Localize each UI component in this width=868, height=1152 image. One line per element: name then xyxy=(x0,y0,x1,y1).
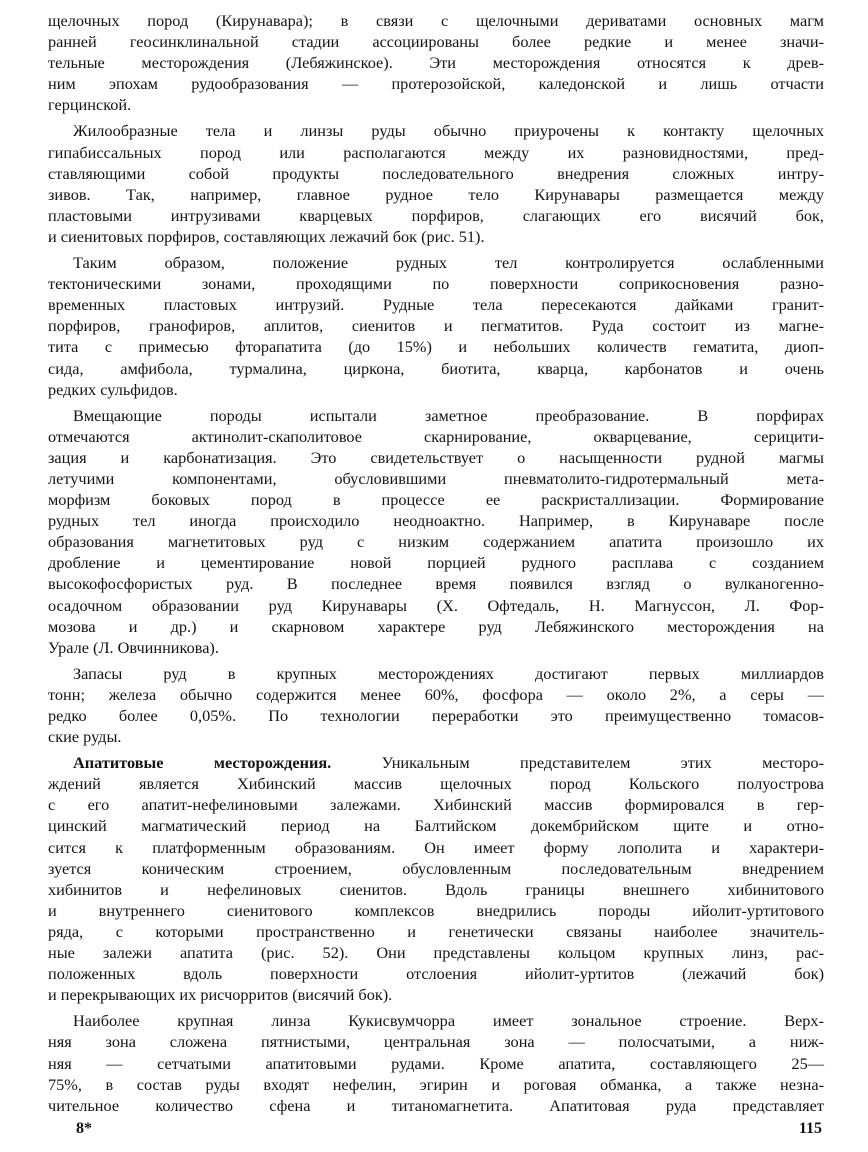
text-line: летучими компонентами, обусловившими пневматолито-гидротермальный мета- xyxy=(48,468,824,488)
text-line: няя зона сложена пятнистыми, центральная зона — полосчатыми, а ниж- xyxy=(48,1032,824,1052)
text-line: зивов. Так, например, главное рудное тело Кирунавары размещается между xyxy=(48,184,824,204)
text-line: ряда, с которыми пространственно и генетически связаны наиболее значитель- xyxy=(48,921,824,941)
text-line: мозова и др.) и скарновом характере руд Лебяжинского месторождения на xyxy=(48,616,824,636)
text-line: чительное количество сфена и титаномагнетита. Апатитовая руда представляет xyxy=(48,1095,824,1115)
text-line: редко более 0,05%. По технологии переработки это преимущественно томасов- xyxy=(48,706,824,725)
text-line: ранней геосинклинальной стадии ассоциированы более редкие и менее значи- xyxy=(48,32,824,52)
text-line: гипабиссальных пород или располагаются между их разновидностями, пред- xyxy=(48,142,824,162)
text-line: морфизм боковых пород в процессе ее раскристаллизации. Формирование xyxy=(48,490,824,510)
text-line: тектоническими зонами, проходящими по поверхности соприкосновения разно- xyxy=(48,274,824,294)
text-line: тита с примесью фторапатита (до 15%) и небольших количеств гематита, диоп- xyxy=(48,337,824,357)
text-line: сится к платформенным образованиям. Он имеет форму лополита и характери- xyxy=(48,837,824,857)
text-line: Таким образом, положение рудных тел контролируется ослабленными xyxy=(73,253,824,273)
paragraph-5 xyxy=(48,663,824,747)
text-line: тонн; железа обычно содержится менее 60%, фосфора — около 2%, а серы — xyxy=(48,684,824,704)
page-footer xyxy=(48,1120,824,1142)
text-line: высокофосфористых руд. В последнее время появился взгляд о вулканогенно- xyxy=(48,574,824,594)
text-line xyxy=(48,752,824,773)
text-line: сида, амфибола, турмалина, циркона, биотита, кварца, карбонатов и очень xyxy=(48,358,824,378)
text-line: осадочном образовании руд Кирунавары (Х. Офтедаль, Н. Магнуссон, Л. Фор- xyxy=(48,595,824,615)
text-line: Наиболее крупная линза Кукисвумчорра имеет зональное строение. Верх- xyxy=(73,1011,824,1031)
page-number: 115 xyxy=(798,1120,822,1137)
text-line: щелочных пород (Кирунавара); в связи с щелочными дериватами основных магм xyxy=(48,11,824,30)
text-line: цинский магматический период на Балтийском докембрийском щите и отно- xyxy=(48,816,824,836)
text-line: няя — сетчатыми апатитовыми рудами. Кроме апатита, составляющего 25— xyxy=(48,1053,824,1073)
document-page xyxy=(48,10,824,1116)
text-line: хибинитов и нефелиновых сиенитов. Вдоль границы внешнего хибинитового xyxy=(48,879,824,899)
text-line: тельные месторождения (Лебяжинское). Эти месторождения относятся к древ- xyxy=(48,53,824,73)
paragraph-7 xyxy=(48,1010,824,1115)
text-line: порфиров, гранофиров, аплитов, сиенитов и пегматитов. Руда состоит из магне- xyxy=(48,316,824,336)
text-line: пластовыми интрузивами кварцевых порфиров, слагающих его висячий бок, xyxy=(48,205,824,225)
text-line: Урале (Л. Овчинникова). xyxy=(48,637,219,657)
paragraph-4 xyxy=(48,405,824,658)
text-line: ные залежи апатита (рис. 52). Они представлены кольцом крупных линз, рас- xyxy=(48,943,824,963)
text-line: и внутреннего сиенитового комплексов внедрились породы ийолит-уртитового xyxy=(48,900,824,920)
text-line: ждений является Хибинский массив щелочных пород Кольского полуострова xyxy=(48,774,824,794)
text-line: и сиенитовых порфиров, составляющих лежачий бок (рис. 51). xyxy=(48,226,485,246)
text-line: временных пластовых интрузий. Рудные тела пересекаются дайками гранит- xyxy=(48,295,824,315)
text-fragment: Уникальным представителем этих месторо- xyxy=(331,753,824,773)
text-line: Жилообразные тела и линзы руды обычно приурочены к контакту щелочных xyxy=(73,121,824,141)
paragraph-3 xyxy=(48,252,824,400)
text-line: положенных вдоль поверхности отслоения ийолит-уртитов (лежачий бок) xyxy=(48,964,824,984)
text-line: герцинской. xyxy=(48,95,132,115)
paragraph-2 xyxy=(48,120,824,247)
text-line: ские руды. xyxy=(48,727,122,747)
paragraph-6 xyxy=(48,752,824,1005)
text-line: Вмещающие породы испытали заметное преобразование. В порфирах xyxy=(73,405,824,425)
text-line: Запасы руд в крупных месторождениях достигают первых миллиардов xyxy=(73,663,824,683)
text-line: отмечаются актинолит-скаполитовое скарнирование, окварцевание, серицити- xyxy=(48,426,824,446)
text-line: ставляющими собой продукты последовательного внедрения сложных интру- xyxy=(48,163,824,183)
text-line: 75%, в состав руды входят нефелин, эгирин и роговая обманка, а также незна- xyxy=(48,1074,824,1094)
text-line: редких сульфидов. xyxy=(48,379,178,399)
text-line: зуется коническим строением, обусловленным последовательным внедрением xyxy=(48,858,824,878)
text-line: образования магнетитовых руд с низким содержанием апатита произошло их xyxy=(48,532,824,552)
text-line: зация и карбонатизация. Это свидетельствует о насыщенности рудной магмы xyxy=(48,447,824,467)
signature-mark: 8* xyxy=(76,1120,92,1137)
paragraph-1 xyxy=(48,10,824,115)
text-line: ним эпохам рудообразования — протерозойской, каледонской и лишь отчасти xyxy=(48,74,824,94)
text-line: с его апатит-нефелиновыми залежами. Хибинский массив формировался в гер- xyxy=(48,795,824,815)
text-line: рудных тел иногда происходило неодноактно. Например, в Кирунаваре после xyxy=(48,511,824,531)
section-heading: Апатитовые месторождения. xyxy=(73,753,332,773)
text-line: дробление и цементирование новой порцией рудного расплава с созданием xyxy=(48,553,824,573)
text-line: и перекрывающих их рисчорритов (висячий бок). xyxy=(48,985,393,1005)
